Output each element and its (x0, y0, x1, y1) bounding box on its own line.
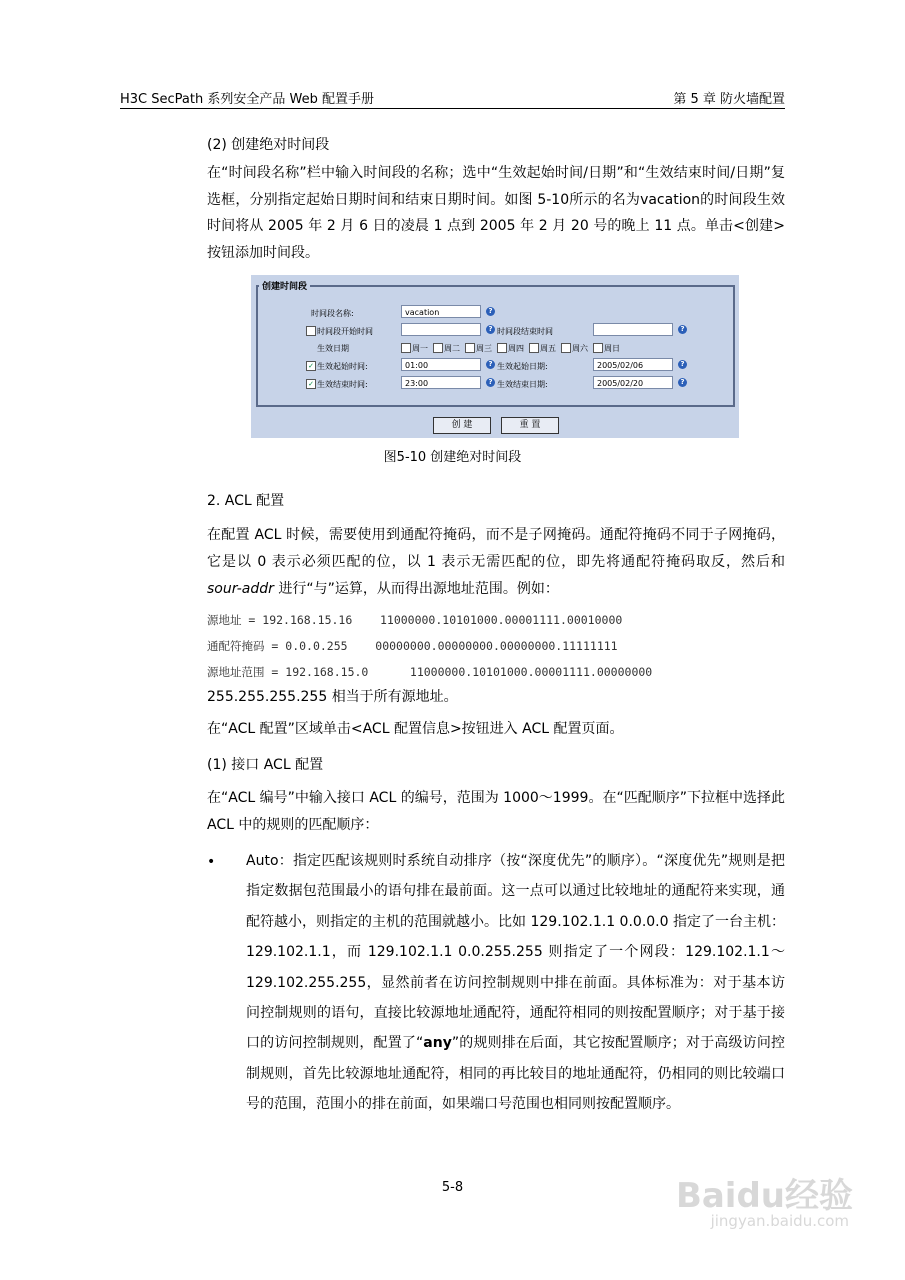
example-line-source: 源地址 = 192.168.15.16 11000000.10101000.00001111.00010000 (207, 613, 623, 627)
start-date-input[interactable]: 2005/02/06 (593, 358, 673, 371)
weekday-fri: 周五 (540, 344, 556, 353)
example-line-wildcard: 通配符掩码 = 0.0.0.255 00000000.00000000.00000000.11111111 (207, 639, 618, 653)
paragraph-all-sources: 255.255.255.255 相当于所有源地址。 (207, 689, 458, 705)
help-icon[interactable]: ? (678, 325, 687, 334)
weekday-wed: 周三 (476, 344, 492, 353)
name-input[interactable]: vacation (401, 305, 481, 318)
reset-button[interactable]: 重 置 (501, 417, 559, 434)
name-label: 时间段名称: (311, 309, 354, 318)
header-chapter: 第 5 章 防火墙配置 (673, 92, 785, 107)
end-period-label: 时间段结束时间 (497, 327, 553, 336)
help-icon[interactable]: ? (486, 325, 495, 334)
paragraph-interface-acl: 在“ACL 编号”中输入接口 ACL 的编号，范围为 1000～1999。在“匹配顺序”下拉框中选择此 ACL 中的规则的匹配顺序： (207, 790, 785, 833)
end-time-input[interactable]: 23:00 (401, 376, 481, 389)
watermark-logo: Baidu经验 (675, 1176, 853, 1216)
weekday-checkbox[interactable] (561, 343, 571, 353)
weekday-checkbox[interactable] (433, 343, 443, 353)
weekday-label: 生效日期 (317, 344, 349, 353)
start-time-input[interactable]: 01:00 (401, 358, 481, 371)
figure-caption: 图5-10 创建绝对时间段 (383, 450, 522, 465)
weekday-mon: 周一 (412, 344, 428, 353)
end-time-label: 生效结束时间: (317, 380, 368, 389)
auto-text-tail: ”的规则排在后面，其它按配置顺序；对于高级访问控制规则，首先比较源地址通配符，相同的再比较目的地址通配符，仍相同的则比较端口号的范围，范围小的排在前面，如果端口号范围也相同则按配置顺序。 (246, 1035, 785, 1113)
end-date-input[interactable]: 2005/02/20 (593, 376, 673, 389)
help-icon[interactable]: ? (486, 378, 495, 387)
start-period-input[interactable] (401, 323, 481, 336)
section-heading-acl: 2. ACL 配置 (207, 493, 285, 509)
weekday-sun: 周日 (604, 344, 620, 353)
help-icon[interactable]: ? (678, 360, 687, 369)
acl-text-tail: 进行“与”运算，从而得出源地址范围。例如： (273, 581, 559, 597)
acl-sour-addr: sour-addr (207, 581, 274, 597)
start-time-label: 生效起始时间: (317, 362, 368, 371)
paragraph-acl-wildcard (207, 522, 785, 603)
weekday-checkbox[interactable] (401, 343, 411, 353)
header-title: H3C SecPath 系列安全产品 Web 配置手册 (120, 92, 374, 107)
page-header (120, 86, 785, 109)
auto-text: Auto：指定匹配该规则时系统自动排序（按“深度优先”的顺序）。“深度优先”规则是把指定数据包范围最小的语句排在最前面。这一点可以通过比较地址的通配符来实现，通配符越小，则指定的主机的范围就越小。比如 129.102.1.1 0.0.0.0 指定了一台主机：129.102.1.1，而 129.102.1.1 0.0.255.255 则指定了一个网段：129.102.1.1～129.102.255.255，显然前者在访问控制规则中排在前面。具体标准为：对于基本访问控制规则的语句，直接比较源地址通配符，通配符相同的则按配置顺序；对于基于接口的访问控制规则，配置了“ (246, 853, 785, 1052)
paragraph-acl-click: 在“ACL 配置”区域单击<ACL 配置信息>按钮进入 ACL 配置页面。 (207, 721, 624, 737)
create-button[interactable]: 创 建 (433, 417, 491, 434)
start-period-checkbox[interactable] (306, 326, 316, 336)
start-date-label: 生效起始日期: (497, 362, 548, 371)
weekday-tue: 周二 (444, 344, 460, 353)
weekday-thu: 周四 (508, 344, 524, 353)
weekday-checkbox[interactable] (465, 343, 475, 353)
auto-any: any (423, 1035, 452, 1052)
page-number: 5-8 (441, 1180, 464, 1195)
start-time-checkbox[interactable]: ✓ (306, 361, 316, 371)
create-time-range-screenshot (251, 275, 739, 438)
watermark-url: jingyan.baidu.com (710, 1212, 849, 1230)
weekday-sat: 周六 (572, 344, 588, 353)
help-icon[interactable]: ? (678, 378, 687, 387)
end-time-checkbox[interactable]: ✓ (306, 379, 316, 389)
weekday-checkbox[interactable] (529, 343, 539, 353)
start-period-label: 时间段开始时间 (317, 327, 373, 336)
weekday-checkbox[interactable] (593, 343, 603, 353)
end-date-label: 生效结束日期: (497, 380, 548, 389)
bullet-auto (246, 846, 785, 1120)
example-line-range: 源地址范围 = 192.168.15.0 11000000.10101000.00001111.00000000 (207, 665, 653, 679)
fieldset-legend: 创建时间段 (259, 279, 310, 292)
end-period-input[interactable] (593, 323, 673, 336)
weekday-checkbox[interactable] (497, 343, 507, 353)
section-heading-interface-acl: (1) 接口 ACL 配置 (207, 757, 324, 773)
bullet-marker: • (207, 854, 216, 870)
acl-text: 在配置 ACL 时候，需要使用到通配符掩码，而不是子网掩码。通配符掩码不同于子网掩码，它是以 0 表示必须匹配的位，以 1 表示无需匹配的位，即先将通配符掩码取反，然后和 (207, 527, 785, 570)
paragraph-absolute: 在“时间段名称”栏中输入时间段的名称；选中“生效起始时间/日期”和“生效结束时间/日期”复选框，分别指定起始日期时间和结束日期时间。如图 5-10所示的名为vacation的时间段生效时间将从 2005 年 2 月 6 日的凌晨 1 点到 2005 年 2 月 20 号的晚上 11 点。单击<创建>按钮添加时间段。 (207, 165, 785, 261)
help-icon[interactable]: ? (486, 360, 495, 369)
section-heading-absolute: (2) 创建绝对时间段 (207, 137, 330, 153)
help-icon[interactable]: ? (486, 307, 495, 316)
